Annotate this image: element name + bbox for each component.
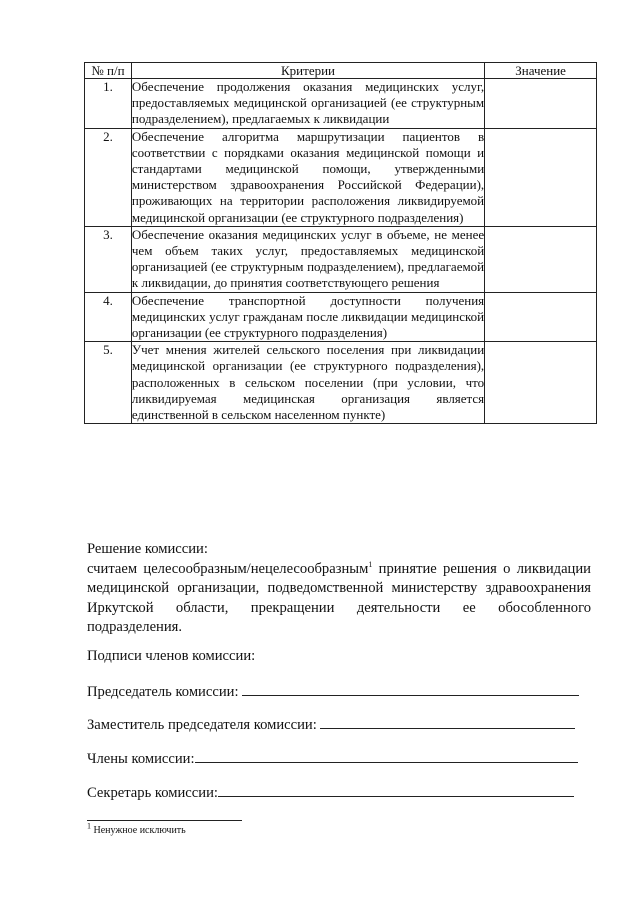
table-row xyxy=(85,292,597,342)
row-value-cell[interactable] xyxy=(485,79,597,129)
table-row xyxy=(85,128,597,226)
deputy-label: Заместитель председателя комиссии: xyxy=(87,717,317,733)
row-number: 1. xyxy=(85,79,132,129)
footnote-divider xyxy=(87,820,242,821)
members-signature-line[interactable] xyxy=(195,748,578,763)
signature-secretary xyxy=(87,782,574,803)
footnote-text: Ненужное исключить xyxy=(91,825,186,836)
deputy-signature-line[interactable] xyxy=(320,714,575,729)
criteria-table xyxy=(84,62,597,424)
row-criterion: Обеспечение алгоритма маршрутизации пациентов в соответствии с порядками оказания медицинской помощи и стандартами медицинской помощи, утвержденными министерством здравоохранения Российской Федерации), проживающих на территории расположения ликвидируемой медицинской организации (ее структурного подразделения) xyxy=(131,128,485,225)
chairman-signature-line[interactable] xyxy=(242,681,579,696)
members-label: Члены комиссии: xyxy=(87,751,195,767)
row-criterion: Учет мнения жителей сельского поселения при ликвидации медицинской организации (ее структурного подразделения), расположенных в сельском поселении (при условии, что ликвидируемая медицинская организация является единственной в сельском населенном пункте) xyxy=(131,342,485,423)
row-criterion: Обеспечение продолжения оказания медицинских услуг, предоставляемых медицинской организацией (ее структурным подразделением), предлагаемых к ликвидации xyxy=(131,79,485,127)
row-value-cell[interactable] xyxy=(485,342,597,424)
header-value: Значение xyxy=(485,63,597,79)
row-criterion: Обеспечение транспортной доступности получения медицинских услуг гражданам после ликвидации медицинской организации (ее структурного подразделения) xyxy=(131,292,485,341)
signature-deputy xyxy=(87,714,575,735)
row-value-cell[interactable] xyxy=(485,226,597,292)
header-criteria: Критерии xyxy=(131,63,484,79)
row-value-cell[interactable] xyxy=(485,128,597,226)
row-number: 4. xyxy=(85,292,132,342)
signatures-heading: Подписи членов комиссии: xyxy=(87,648,256,664)
commission-decision xyxy=(87,540,591,638)
signature-members xyxy=(87,748,578,769)
signature-chairman xyxy=(87,681,579,702)
row-number: 2. xyxy=(85,128,132,226)
footnote-reference: 1 xyxy=(368,559,373,569)
footnote-mark: 1 xyxy=(87,821,91,831)
row-value-cell[interactable] xyxy=(485,292,597,342)
table-row xyxy=(85,342,597,424)
row-number: 3. xyxy=(85,226,132,292)
decision-heading: Решение комиссии: xyxy=(87,541,208,557)
table-row xyxy=(85,79,597,129)
secretary-signature-line[interactable] xyxy=(218,782,574,797)
header-number: № п/п xyxy=(85,63,132,79)
decision-lead: считаем целесообразным/нецелесообразным xyxy=(87,560,369,577)
secretary-label: Секретарь комиссии: xyxy=(87,785,218,801)
decision-rest: принятие решения о ликвидации медицинской организации, подведомственной министерству здравоохранения Иркутской области, прекращении деятельности ее обособленного подразделения. xyxy=(87,560,591,635)
row-criterion: Обеспечение оказания медицинских услуг в объеме, не менее чем объем таких услуг, предоставляемых медицинской организацией (ее структурным подразделением), предлагаемой к ликвидации, до принятия соответствующего решения xyxy=(131,226,485,291)
chairman-label: Председатель комиссии: xyxy=(87,684,239,700)
decision-text xyxy=(87,560,591,638)
table-header-row xyxy=(85,63,597,79)
row-number: 5. xyxy=(85,342,132,424)
footnote xyxy=(87,821,186,836)
table-row xyxy=(85,226,597,292)
